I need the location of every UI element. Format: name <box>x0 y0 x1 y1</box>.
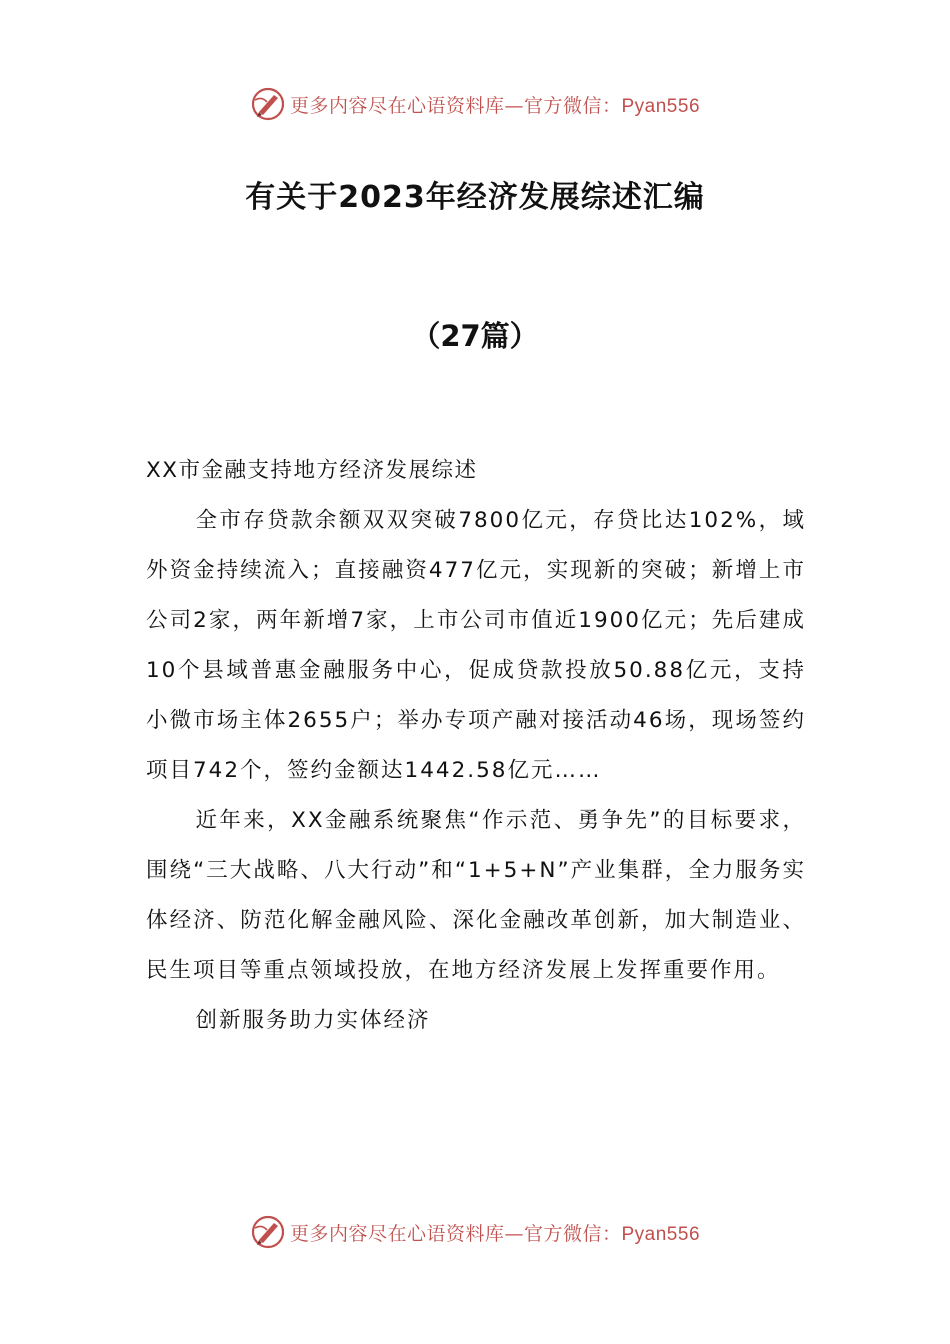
watermark-text: 更多内容尽在心语资料库—官方微信：Pyan556 <box>289 94 701 117</box>
watermark-text: 更多内容尽在心语资料库—官方微信：Pyan556 <box>289 1222 701 1245</box>
header-watermark <box>0 84 950 124</box>
document-body <box>146 446 806 1046</box>
watermark-account: Pyan556 <box>621 1223 701 1245</box>
section-heading: XX市金融支持地方经济发展综述 <box>146 458 478 483</box>
footer-watermark <box>0 1212 950 1252</box>
document-subtitle: （27篇） <box>411 319 539 353</box>
document-title: 有关于2023年经济发展综述汇编 <box>245 180 705 215</box>
paragraph-overview: 近年来，XX金融系统聚焦“作示范、勇争先”的目标要求，围绕“三大战略、八大行动”和“1+5+N”产业集群，全力服务实体经济、防范化解金融风险、深化金融改革创新，加大制造业、民生项目等重点领域投放，在地方经济发展上发挥重要作用。 <box>146 808 806 983</box>
paragraph-statistics: 全市存贷款余额双双突破7800亿元，存贷比达102%，域外资金持续流入；直接融资477亿元，实现新的突破；新增上市公司2家，两年新增7家，上市公司市值近1900亿元；先后建成10个县域普惠金融服务中心，促成贷款投放50.88亿元，支持小微市场主体2655户；举办专项产融对接活动46场，现场签约项目742个，签约金额达1442.58亿元…… <box>146 508 806 783</box>
pen-logo-icon <box>250 86 286 122</box>
pen-logo-icon <box>250 1214 286 1250</box>
watermark-account: Pyan556 <box>621 95 701 117</box>
subsection-heading: 创新服务助力实体经济 <box>195 1008 431 1033</box>
